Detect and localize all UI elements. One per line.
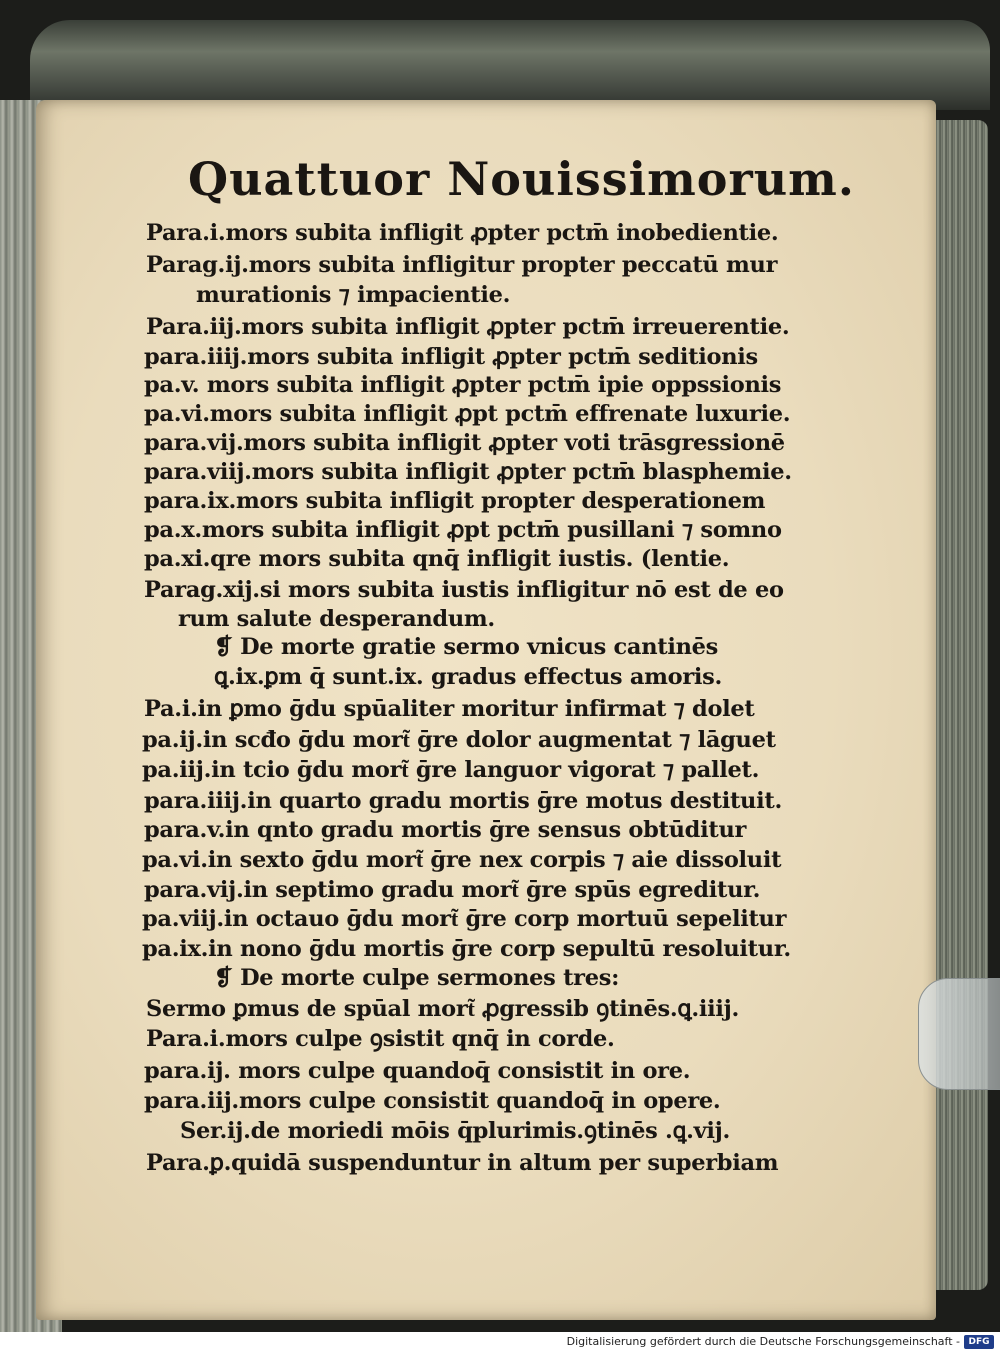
text-line: rum salute desperandum. — [178, 606, 495, 632]
text-line: pa.v. mors subita infligit ꝓpter pctm̄ ipie oppssionis — [144, 372, 782, 398]
text-line: Pa.i.in ꝑmo ḡdu spūaliter moritur infirmat ⁊ dolet — [144, 696, 755, 722]
text-line: pa.ix.in nono ḡdu mortis ḡre corp sepultū resoluitur. — [142, 936, 791, 962]
funding-credit: Digitalisierung gefördert durch die Deutsche Forschungsgemeinschaft - — [566, 1335, 960, 1348]
text-line: ❡ De morte culpe sermones tres: — [214, 965, 620, 991]
text-line: pa.vi.in sexto ḡdu mort͂ ḡre nex corpis ⁊ aie dissoluit — [142, 847, 782, 873]
text-line: pa.x.mors subita infligit ꝓpt pctm̄ pusillani ⁊ somno — [144, 517, 782, 543]
page-heading: Quattuor Nouissimorum. — [188, 152, 855, 206]
dfg-logo[interactable]: DFG — [964, 1335, 994, 1349]
text-line: pa.vi.mors subita infligit ꝓpt pctm̄ effrenate luxurie. — [144, 401, 791, 427]
text-line: para.iiij.mors subita infligit ꝓpter pctm̄ seditionis — [144, 344, 758, 370]
text-line: ꝗ.ix.ꝑm q̄ sunt.ix. gradus effectus amoris. — [214, 664, 723, 690]
text-line: Para.ꝑ.quidā suspenduntur in altum per superbiam — [146, 1150, 779, 1176]
text-line: para.viij.mors subita infligit ꝓpter pctm̄ blasphemie. — [144, 459, 792, 485]
text-line: para.ij. mors culpe quandoq̄ consistit in ore. — [144, 1058, 691, 1084]
text-line: para.vij.mors subita infligit ꝓpter voti trāsgressionē — [144, 430, 785, 456]
text-line: para.iiij.in quarto gradu mortis ḡre motus destituit. — [144, 788, 782, 814]
text-line: Para.i.mors subita infligit ꝓpter pctm̄ inobedientie. — [146, 220, 779, 246]
text-line: Sermo ꝑmus de spūal mort͂ ꝓgressib ꝯtinēs.ꝗ.iiij. — [146, 996, 740, 1022]
text-line: murationis ⁊ impacientie. — [196, 282, 511, 308]
text-line: para.v.in qnto gradu mortis ḡre sensus obtūditur — [144, 817, 747, 843]
text-line: para.ix.mors subita infligit propter desperationem — [144, 488, 766, 514]
text-line: ❡ De morte gratie sermo vnicus cantinēs — [214, 634, 719, 660]
footer-bar — [0, 1332, 1000, 1353]
text-line: para.iij.mors culpe consistit quandoq̄ in opere. — [144, 1088, 721, 1114]
text-line: pa.xi.qre mors subita qnq̄ infligit iustis. (lentie. — [144, 546, 730, 572]
text-line: pa.iij.in tcio ḡdu mort͂ ḡre languor vigorat ⁊ pallet. — [142, 757, 760, 783]
text-line: Para.iij.mors subita infligit ꝓpter pctm̄ irreuerentie. — [146, 314, 790, 340]
text-line: Ser.ij.de moriedi mōis q̄plurimis.ꝯtinēs .ꝗ.vij. — [180, 1118, 731, 1144]
text-line: Parag.ij.mors subita infligitur propter peccatū mur — [146, 252, 778, 278]
page-clip — [918, 978, 1000, 1090]
text-line: pa.viij.in octauo ḡdu mort͂ ḡre corp mortuū sepelitur — [142, 906, 787, 932]
text-line: Parag.xij.si mors subita iustis infligitur nō est de eo — [144, 577, 784, 603]
text-line: para.vij.in septimo gradu mort͂ ḡre spūs egreditur. — [144, 877, 761, 903]
text-line: pa.ij.in scđo ḡdu mort͂ ḡre dolor augmentat ⁊ lāguet — [142, 727, 776, 753]
book-top-edge — [30, 20, 990, 110]
text-line: Para.i.mors culpe ꝯsistit qnq̄ in corde. — [146, 1026, 615, 1052]
